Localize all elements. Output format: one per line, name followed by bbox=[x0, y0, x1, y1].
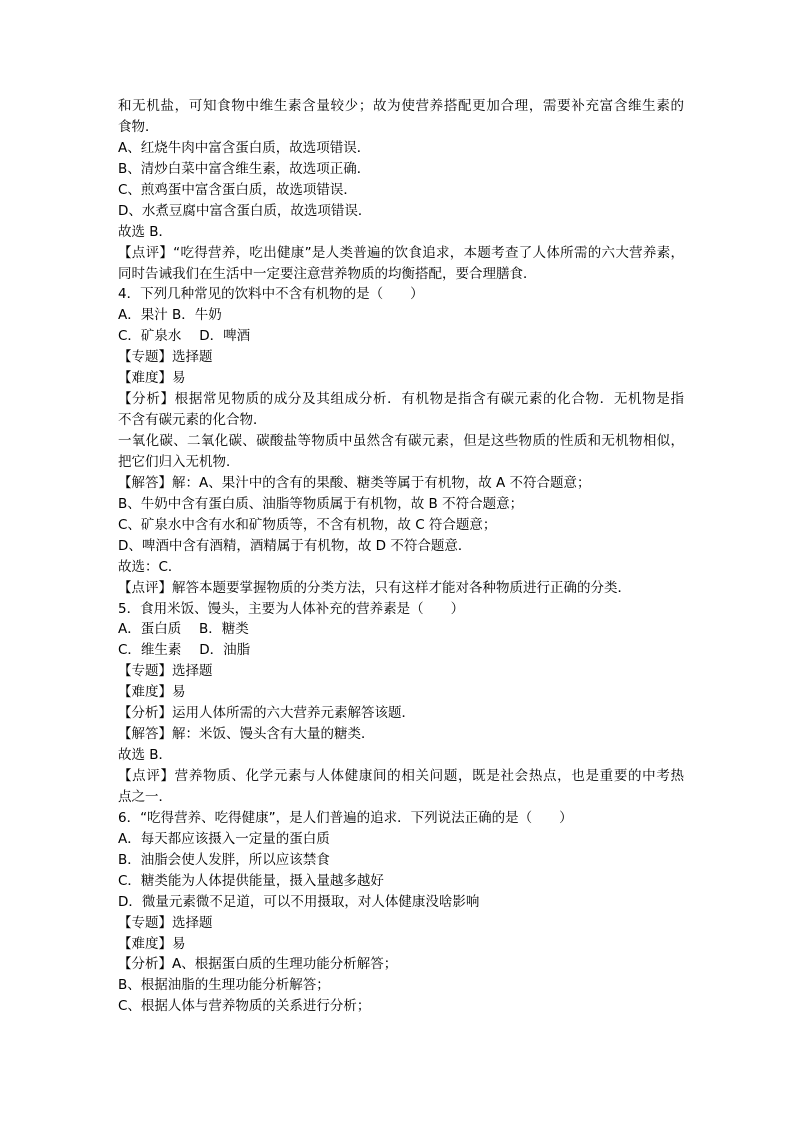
text-line: C、根据人体与营养物质的关系进行分析； bbox=[118, 998, 371, 1015]
text-line: 食物． bbox=[118, 118, 159, 135]
difficulty-label: 【难度】易 bbox=[118, 370, 186, 387]
option-line: A．每天都应该摄入一定量的蛋白质 bbox=[118, 830, 330, 847]
text-line: D、啤酒中含有酒精，酒精属于有机物，故 D 不符合题意． bbox=[118, 537, 472, 554]
text-line: A、红烧牛肉中富含蛋白质，故选项错误． bbox=[118, 139, 371, 156]
text-line: 点之一． bbox=[118, 788, 172, 805]
option-line: C．矿泉水 D．啤酒 bbox=[118, 328, 251, 345]
text-line: 故选：C． bbox=[118, 558, 182, 575]
option-line: C．维生素 D．油脂 bbox=[118, 642, 251, 659]
text-line: 【分析】运用人体所需的六大营养元素解答该题． bbox=[118, 705, 415, 722]
text-line: 故选 B． bbox=[118, 223, 173, 240]
option-line: D．微量元素微不足道，可以不用摄取，对人体健康没啥影响 bbox=[118, 893, 480, 910]
option-line: B．油脂会使人发胖，所以应该禁食 bbox=[118, 851, 330, 868]
text-line: 【分析】根据常见物质的成分及其组成分析．有机物是指含有碳元素的化合物．无机物是指 bbox=[118, 391, 684, 408]
text-line: 【解答】解：米饭、馒头含有大量的糖类． bbox=[118, 726, 375, 743]
text-line: 同时告诫我们在生活中一定要注意营养物质的均衡搭配，要合理膳食． bbox=[118, 265, 537, 282]
text-line: D、水煮豆腐中富含蛋白质，故选项错误． bbox=[118, 202, 372, 219]
text-line: C、煎鸡蛋中富含蛋白质，故选项错误． bbox=[118, 181, 357, 198]
text-line: 【点评】解答本题要掌握物质的分类方法，只有这样才能对各种物质进行正确的分类． bbox=[118, 579, 631, 596]
text-line: B、根据油脂的生理功能分析解答； bbox=[118, 977, 330, 994]
option-line: A．果汁 B．牛奶 bbox=[118, 307, 222, 324]
text-line: 【分析】A、根据蛋白质的生理功能分析解答； bbox=[118, 956, 398, 973]
text-line: B、牛奶中含有蛋白质、油脂等物质属于有机物，故 B 不符合题意； bbox=[118, 495, 524, 512]
document-page bbox=[118, 96, 684, 1017]
topic-label: 【专题】选择题 bbox=[118, 663, 213, 680]
difficulty-label: 【难度】易 bbox=[118, 935, 186, 952]
text-line: C、矿泉水中含有水和矿物质等，不含有机物，故 C 符合题意； bbox=[118, 516, 497, 533]
option-line: A．蛋白质 B．糖类 bbox=[118, 621, 249, 638]
text-line: 故选 B． bbox=[118, 747, 173, 764]
difficulty-label: 【难度】易 bbox=[118, 684, 186, 701]
text-line: 【解答】解：A、果汁中的含有的果酸、糖类等属于有机物，故 A 不符合题意； bbox=[118, 474, 591, 491]
option-line: C．糖类能为人体提供能量，摄入量越多越好 bbox=[118, 872, 384, 889]
topic-label: 【专题】选择题 bbox=[118, 914, 213, 931]
text-line: 【点评】“吃得营养，吃出健康”是人类普遍的饮食追求，本题考查了人体所需的六大营养素， bbox=[118, 244, 684, 261]
question-title: 5．食用米饭、馒头，主要为人体补充的营养素是（ ） bbox=[118, 600, 465, 617]
text-line: B、清炒白菜中富含维生素，故选项正确． bbox=[118, 160, 371, 177]
text-line: 把它们归入无机物． bbox=[118, 453, 240, 470]
text-line: 不含有碳元素的化合物． bbox=[118, 412, 267, 429]
question-title: 4．下列几种常见的饮料中不含有机物的是（ ） bbox=[118, 286, 424, 303]
question-title: 6．“吃得营养、吃得健康”，是人们普遍的追求．下列说法正确的是（ ） bbox=[118, 809, 573, 826]
topic-label: 【专题】选择题 bbox=[118, 349, 213, 366]
text-line: 【点评】营养物质、化学元素与人体健康间的相关问题，既是社会热点，也是重要的中考热 bbox=[118, 768, 684, 784]
text-line: 和无机盐，可知食物中维生素含量较少；故为使营养搭配更加合理，需要补充富含维生素的 bbox=[118, 98, 684, 114]
text-line: 一氧化碳、二氧化碳、碳酸盐等物质中虽然含有碳元素，但是这些物质的性质和无机物相似， bbox=[118, 433, 684, 449]
